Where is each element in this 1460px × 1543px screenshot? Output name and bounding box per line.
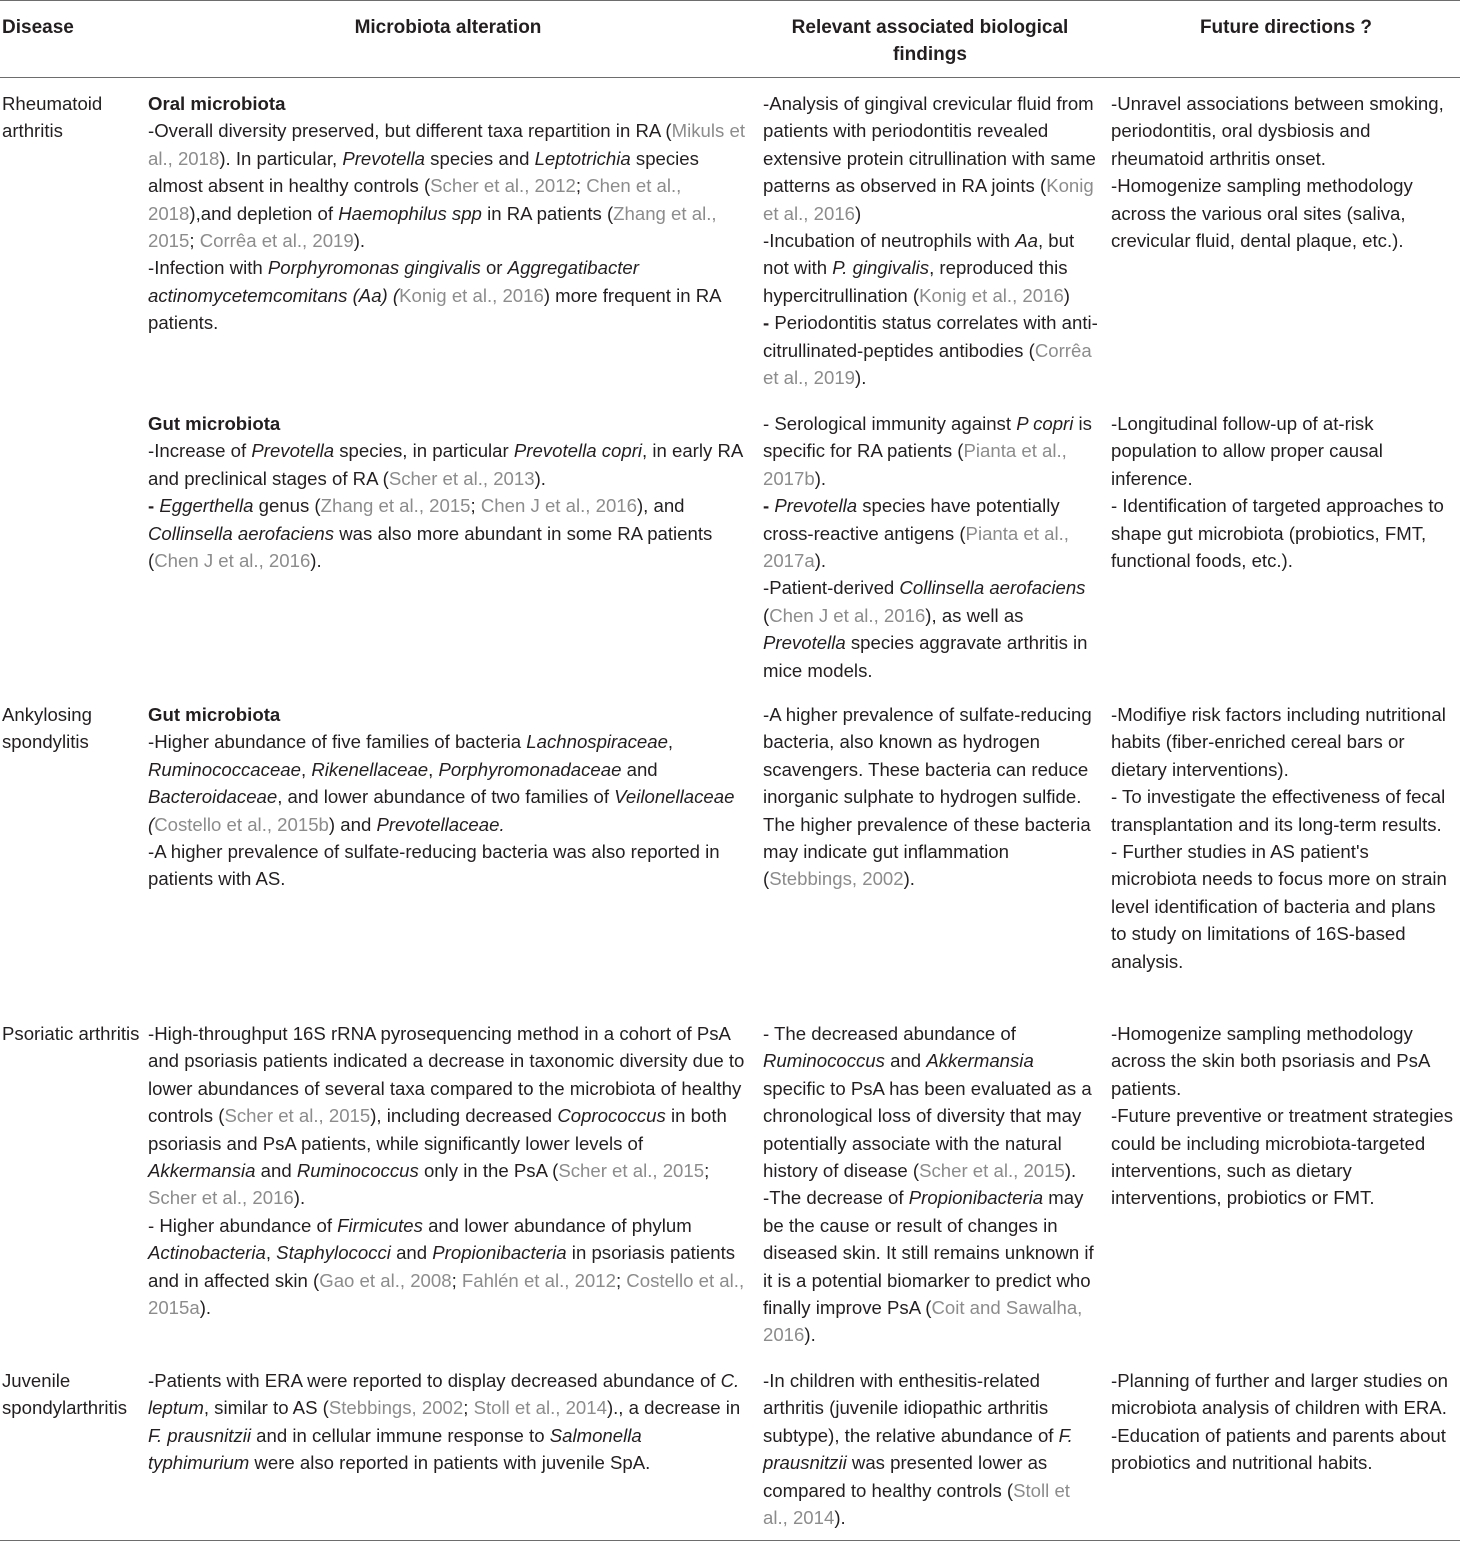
- italic-term: Prevotella: [774, 495, 858, 517]
- header-rule: [0, 77, 1460, 78]
- ra-oral-microbiota-alteration: [148, 90, 748, 337]
- disease-psoriatic-arthritis: Psoriatic arthritis: [2, 1023, 140, 1044]
- disease-ankylosing-spondylitis: Ankylosing spondylitis: [2, 704, 92, 753]
- text-run: , in early RA and preclinical stages of RA (: [148, 440, 743, 489]
- text-run: ) and: [328, 813, 377, 835]
- text-run: in both psoriasis and PsA patients, while significantly lower levels of: [148, 1105, 727, 1154]
- text-run: ).: [834, 1507, 846, 1529]
- italic-term: Aa: [1015, 230, 1038, 252]
- text-run: ),and depletion of: [189, 202, 339, 224]
- paragraph: [763, 1020, 1099, 1184]
- text-run: -: [763, 312, 775, 334]
- psa-biological-findings: [763, 1020, 1099, 1349]
- reference-citation: Costello et al., 2015a: [148, 1269, 745, 1319]
- header-future-directions: Future directions ?: [1199, 17, 1373, 38]
- text-run: -Future preventive or treatment strategies could be including microbiota-targeted interventions, such as dietary interventions, probiotics or FMT.: [1111, 1105, 1454, 1209]
- text-run: ;: [470, 495, 481, 517]
- text-run: species have potentially cross-reactive antigens (: [763, 495, 1060, 544]
- reference-citation: Scher et al., 2015: [224, 1105, 371, 1127]
- text-run: -: [763, 495, 775, 517]
- paragraph: [1111, 172, 1456, 254]
- reference-citation: Fahlén et al., 2012: [461, 1269, 616, 1291]
- text-run: Periodontitis status correlates with anti-citrullinated-peptides antibodies (: [763, 312, 1098, 361]
- section-subtitle: Gut microbiota: [148, 413, 281, 434]
- reference-citation: Chen J et al., 2016: [154, 550, 311, 572]
- text-run: -Patients with ERA were reported to display decreased abundance of: [148, 1370, 721, 1391]
- text-run: and: [390, 1242, 433, 1264]
- paragraph: [763, 1367, 1099, 1531]
- bottom-rule: [0, 1540, 1460, 1541]
- paragraph: [763, 574, 1099, 684]
- text-run: in psoriasis patients and in affected skin (: [148, 1242, 736, 1291]
- text-run: -Education of patients and parents about probiotics and nutritional habits.: [1111, 1424, 1446, 1474]
- paragraph: [1111, 783, 1456, 838]
- italic-term: Prevotella copri: [513, 440, 643, 462]
- text-run: ,: [265, 1242, 277, 1264]
- text-run: genus (: [253, 495, 321, 517]
- italic-term: Veilonellaceae (: [148, 786, 735, 835]
- disease-juvenile-spondylarthritis: Juvenile spondylarthritis: [2, 1370, 128, 1419]
- text-run: ,: [667, 731, 674, 753]
- text-run: -Overall diversity preserved, but different taxa repartition in RA (: [148, 120, 672, 142]
- ra-oral-biological-findings: [763, 90, 1099, 391]
- reference-citation: Chen J et al., 2016: [480, 495, 637, 517]
- reference-citation: Konig et al., 2016: [919, 284, 1064, 306]
- text-run: ;: [615, 1269, 627, 1291]
- ra-gut-future-directions: [1111, 410, 1456, 574]
- text-run: -Homogenize sampling methodology across the various oral sites (saliva, crevicular fluid, dental plaque, etc.).: [1111, 175, 1413, 252]
- reference-citation: Scher et al., 2013: [388, 467, 535, 489]
- paragraph: [763, 1184, 1099, 1348]
- text-run: , similar to AS (: [203, 1397, 329, 1419]
- text-run: - Further studies in AS patient's microbiota needs to focus more on strain level identification of bacteria and plans to study on limitations of 16S-based analysis.: [1111, 841, 1447, 972]
- text-run: -Longitudinal follow-up of at-risk population to allow proper causal inference.: [1111, 413, 1383, 489]
- italic-term: P. gingivalis: [832, 257, 930, 279]
- paragraph: [148, 437, 748, 492]
- paragraph: [763, 410, 1099, 492]
- italic-term: Eggerthella: [159, 495, 254, 517]
- text-run: ).: [353, 230, 366, 252]
- reference-citation: Scher et al., 2016: [148, 1187, 294, 1209]
- reference-citation: Gao et al., 2008: [319, 1269, 452, 1291]
- text-run: may be the cause or result of changes in diseased skin. It still remains unknown if it is a potential biomarker to predict who finally improve PsA (: [763, 1187, 1094, 1319]
- italic-term: Porphyromonas gingivalis: [267, 257, 481, 279]
- text-run: ).: [293, 1187, 306, 1209]
- italic-term: Leptotrichia: [534, 147, 631, 169]
- paragraph: [763, 90, 1099, 227]
- paragraph: [1111, 1422, 1456, 1477]
- reference-citation: Zhang et al., 2015: [320, 495, 471, 517]
- text-run: were also reported in patients with juvenile SpA.: [249, 1452, 651, 1474]
- paragraph: [1111, 1102, 1456, 1212]
- text-run: ).: [814, 550, 827, 572]
- psa-future-directions: [1111, 1020, 1456, 1212]
- paragraph: [1111, 492, 1456, 574]
- text-run: ).: [199, 1297, 212, 1319]
- header-microbiota-alteration: Microbiota alteration: [354, 17, 542, 38]
- text-run: -Increase of: [148, 440, 252, 462]
- text-run: and: [255, 1160, 297, 1182]
- text-run: ).: [310, 550, 322, 572]
- reference-citation: Scher et al., 2015: [558, 1160, 705, 1182]
- as-biological-findings: [763, 701, 1099, 893]
- reference-citation: Mikuls et al., 2018: [148, 120, 745, 169]
- text-run: - The decreased abundance of: [763, 1023, 1016, 1044]
- text-run: -A higher prevalence of sulfate-reducing bacteria was also reported in patients with AS.: [148, 841, 720, 890]
- text-run: only in the PsA (: [418, 1160, 559, 1182]
- header-disease: Disease: [2, 17, 74, 38]
- top-rule: [0, 0, 1460, 1]
- text-run: -Incubation of neutrophils with: [763, 230, 1016, 252]
- ra-gut-biological-findings: [763, 410, 1099, 684]
- text-run: is specific for RA patients (: [763, 413, 1092, 462]
- italic-term: C. leptum: [148, 1370, 740, 1419]
- text-run: -The decrease of: [763, 1187, 909, 1209]
- text-run: , but not with: [763, 230, 1075, 279]
- paragraph: [148, 492, 748, 574]
- italic-term: Ruminococcus: [296, 1160, 419, 1182]
- text-run: ) more frequent in RA patients.: [148, 284, 721, 334]
- text-run: ;: [704, 1160, 710, 1182]
- text-run: ,: [300, 758, 312, 780]
- italic-term: F. prausnitzii: [148, 1424, 252, 1446]
- text-run: and lower abundance of phylum: [422, 1214, 692, 1236]
- paragraph: [1111, 1367, 1456, 1422]
- italic-term: F. prausnitzii: [763, 1424, 1073, 1474]
- paragraph: [763, 227, 1099, 309]
- text-run: -Analysis of gingival crevicular fluid from patients with periodontitis revealed extensive protein citrullination with same patterns as observed in RA joints (: [763, 93, 1096, 197]
- text-run: -Modifiye risk factors including nutritional habits (fiber-enriched cereal bars or dietary interventions).: [1111, 704, 1446, 780]
- text-run: -Unravel associations between smoking, periodontitis, oral dysbiosis and rheumatoid arthritis onset.: [1111, 93, 1444, 169]
- italic-term: Prevotellaceae.: [376, 813, 505, 835]
- italic-term: Prevotella: [763, 632, 846, 654]
- header-biological-findings: Relevant associated biological findings: [791, 17, 1069, 65]
- paragraph: [1111, 410, 1456, 492]
- italic-term: Ruminococcus: [763, 1050, 885, 1072]
- text-run: or: [480, 257, 508, 279]
- jspa-future-directions: [1111, 1367, 1456, 1477]
- paragraph: [148, 117, 748, 254]
- reference-citation: Stoll et al., 2014: [763, 1479, 1070, 1529]
- paragraph: [148, 1212, 748, 1322]
- text-run: -High-throughput 16S rRNA pyrosequencing method in a cohort of PsA and psoriasis patients indicated a decrease in taxonomic diversity due to lower abundances of several taxa compared to the microbiota of healthy controls (: [148, 1023, 745, 1127]
- reference-citation: Scher et al., 2012: [430, 175, 576, 197]
- reference-citation: Stebbings, 2002: [769, 868, 904, 890]
- reference-citation: Scher et al., 2015: [919, 1160, 1065, 1182]
- italic-term: Bacteroidaceae: [148, 786, 278, 808]
- italic-term: Lachnospiraceae: [526, 731, 668, 753]
- text-run: ).: [1064, 1160, 1077, 1182]
- text-run: - Higher abundance of: [148, 1214, 338, 1236]
- italic-term: Aggregatibacter actinomycetemcomitans (Aa) (: [148, 257, 639, 306]
- italic-term: Coprococcus: [557, 1105, 666, 1127]
- text-run: species almost absent in healthy controls (: [148, 147, 699, 197]
- paragraph: [1111, 701, 1456, 783]
- text-run: ;: [575, 175, 587, 197]
- italic-term: Rikenellaceae: [311, 758, 429, 780]
- reference-citation: Konig et al., 2016: [763, 175, 1094, 224]
- italic-term: Collinsella aerofaciens: [148, 522, 335, 544]
- text-run: in RA patients (: [481, 202, 614, 224]
- italic-term: Haemophilus spp: [338, 202, 482, 224]
- text-run: - Serological immunity against: [763, 413, 1017, 434]
- reference-citation: Stoll et al., 2014: [473, 1397, 607, 1419]
- reference-citation: Corrêa et al., 2019: [763, 339, 1092, 389]
- text-run: -: [148, 495, 160, 517]
- italic-term: Prevotella: [342, 147, 426, 169]
- italic-term: Propionibacteria: [432, 1242, 567, 1264]
- reference-citation: Stebbings, 2002: [328, 1397, 464, 1419]
- paragraph: [1111, 1020, 1456, 1102]
- text-run: )., a decrease in: [606, 1397, 741, 1419]
- reference-citation: Pianta et al., 2017a: [763, 522, 1069, 572]
- ra-gut-microbiota-alteration: [148, 410, 748, 574]
- jspa-biological-findings: [763, 1367, 1099, 1531]
- text-run: and in cellular immune response to: [251, 1424, 550, 1446]
- psa-microbiota-alteration: [148, 1020, 748, 1321]
- paragraph: [1111, 90, 1456, 172]
- text-run: - To investigate the effectiveness of fecal transplantation and its long-term results.: [1111, 786, 1446, 835]
- reference-citation: Pianta et al., 2017b: [763, 440, 1067, 489]
- italic-term: Actinobacteria: [148, 1242, 266, 1264]
- paragraph: [1111, 838, 1456, 975]
- text-run: ;: [463, 1397, 474, 1419]
- text-run: ), as well as: [925, 604, 1024, 626]
- jspa-microbiota-alteration: [148, 1367, 748, 1477]
- disease-rheumatoid-arthritis: Rheumatoid arthritis: [2, 93, 103, 142]
- reference-citation: Costello et al., 2015b: [154, 813, 329, 835]
- text-run: ). In particular,: [219, 147, 343, 169]
- text-run: species aggravate arthritis in mice models.: [763, 632, 1088, 681]
- italic-term: Ruminococcaceae: [148, 758, 301, 780]
- italic-term: Akkermansia: [926, 1050, 1034, 1072]
- text-run: ).: [814, 467, 827, 489]
- text-run: , and lower abundance of two families of: [277, 786, 615, 808]
- paragraph: [148, 838, 748, 893]
- italic-term: Propionibacteria: [908, 1187, 1044, 1209]
- text-run: species, in particular: [334, 440, 514, 462]
- text-run: - Identification of targeted approaches to shape gut microbiota (probiotics, FMT, functional foods, etc.).: [1111, 495, 1444, 572]
- paragraph: [763, 701, 1099, 893]
- paragraph: [148, 728, 748, 838]
- text-run: ), including decreased: [370, 1105, 558, 1127]
- italic-term: Collinsella aerofaciens: [899, 577, 1086, 599]
- paragraph: [148, 1020, 748, 1212]
- text-run: ;: [189, 230, 200, 252]
- reference-citation: Konig et al., 2016: [399, 284, 544, 306]
- reference-citation: Corrêa et al., 2019: [199, 230, 354, 252]
- text-run: ,: [428, 758, 439, 780]
- text-run: -In children with enthesitis-related arthritis (juvenile idiopathic arthritis subtype), the relative abundance of: [763, 1370, 1059, 1446]
- reference-citation: Coit and Sawalha, 2016: [763, 1297, 1083, 1346]
- text-run: was presented lower as compared to healthy controls (: [763, 1452, 1048, 1501]
- italic-term: Akkermansia: [148, 1160, 256, 1182]
- as-gut-microbiota-alteration: [148, 701, 748, 893]
- text-run: ): [1063, 284, 1070, 306]
- italic-term: P copri: [1016, 413, 1074, 434]
- text-run: (: [763, 604, 770, 626]
- text-run: -Homogenize sampling methodology across the skin both psoriasis and PsA patients.: [1111, 1023, 1430, 1099]
- text-run: specific to PsA has been evaluated as a chronological loss of diversity that may potentially associate with the natural history of disease (: [763, 1077, 1092, 1182]
- text-run: ).: [855, 367, 867, 389]
- text-run: , reproduced this hypercitrullination (: [763, 257, 1068, 306]
- text-run: and: [621, 758, 658, 780]
- as-future-directions: [1111, 701, 1456, 975]
- paragraph: [763, 492, 1099, 574]
- reference-citation: Chen J et al., 2016: [769, 604, 926, 626]
- italic-term: Porphyromonadaceae: [438, 758, 622, 780]
- text-run: -Planning of further and larger studies on microbiota analysis of children with ERA.: [1111, 1370, 1448, 1419]
- italic-term: Staphylococci: [276, 1242, 391, 1264]
- italic-term: Firmicutes: [337, 1214, 423, 1236]
- text-run: ;: [451, 1269, 462, 1291]
- text-run: ).: [903, 868, 915, 890]
- reference-citation: Chen et al., 2018: [148, 175, 682, 224]
- section-subtitle: Oral microbiota: [148, 93, 286, 114]
- section-subtitle: Gut microbiota: [148, 704, 281, 725]
- text-run: and: [884, 1050, 927, 1072]
- text-run: -Patient-derived: [763, 577, 900, 599]
- text-run: -Infection with: [148, 257, 268, 279]
- ra-oral-future-directions: [1111, 90, 1456, 254]
- italic-term: Prevotella: [251, 440, 335, 462]
- text-run: species and: [425, 147, 535, 169]
- text-run: ), and: [636, 495, 685, 517]
- italic-term: Salmonella typhimurium: [148, 1424, 642, 1474]
- paragraph: [148, 254, 748, 336]
- text-run: -A higher prevalence of sulfate-reducing bacteria, also known as hydrogen scavengers. These bacteria can reduce inorganic sulphate to hydrogen sulfide. The higher prevalence of these bacteria may indicate gut inflammation (: [763, 704, 1092, 890]
- text-run: ).: [534, 467, 546, 489]
- reference-citation: Zhang et al., 2015: [148, 202, 717, 252]
- text-run: ): [855, 202, 862, 224]
- text-run: was also more abundant in some RA patients (: [148, 522, 713, 572]
- paragraph: [148, 1367, 748, 1477]
- paragraph: [763, 309, 1099, 391]
- text-run: ).: [804, 1324, 816, 1346]
- text-run: -Higher abundance of five families of bacteria: [148, 731, 527, 753]
